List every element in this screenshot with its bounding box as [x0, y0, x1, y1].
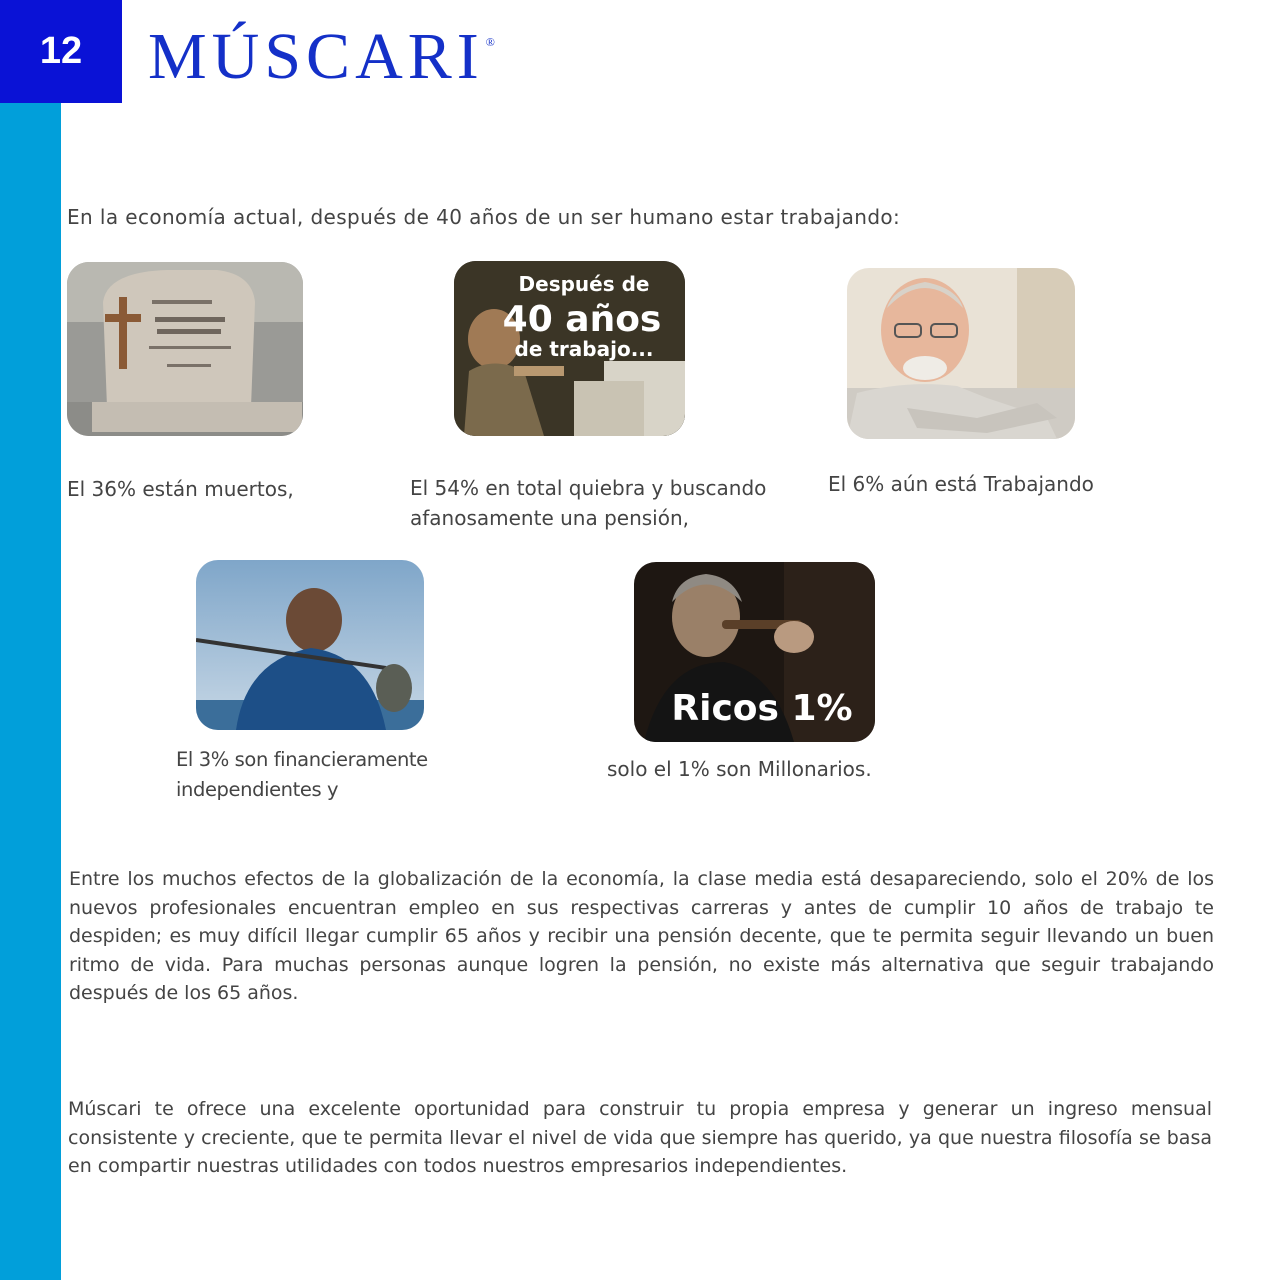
caption-3 [176, 745, 428, 805]
elderly-man-photo [847, 268, 1075, 439]
page-number: 12 [39, 30, 83, 72]
caption-1: solo el 1% son Millonarios. [607, 757, 872, 781]
ricos-overlay: Ricos 1% [671, 688, 853, 729]
old-man-working-photo [454, 261, 685, 436]
caption-54-line-2: afanosamente una pensión, [410, 506, 689, 530]
overlay-line-2: 40 años [502, 299, 662, 340]
side-accent-bar [0, 0, 61, 1280]
caption-3-line-2: independientes y [176, 778, 339, 801]
caption-54-line-1: El 54% en total quiebra y buscando [410, 476, 767, 500]
opportunity-paragraph: Múscari te ofrece una excelente oportunidad para construir tu propia empresa y generar un ingreso mensual consistente y creciente, que te permita llevar el nivel de vida que siempre has querido, ya que nuestra filosofía se basa en compartir nuestras utilidades con todos nuestros empresarios independientes. [68, 1098, 1212, 1177]
intro-text: En la economía actual, después de 40 años de un ser humano estar trabajando: [67, 205, 901, 229]
caption-54 [410, 473, 766, 533]
caption-36: El 36% están muertos, [67, 477, 294, 501]
gravestone-photo [67, 262, 303, 436]
globalization-paragraph: Entre los muchos efectos de la globalización de la economía, la clase media está desapareciendo, solo el 20% de los nuevos profesionales encuentran empleo en sus respectivas carreras y antes de cumplir 10 años de trabajo te despiden; es muy difícil llegar cumplir 65 años y recibir una pensión decente, que te permita seguir llevando un buen ritmo de vida. Para muchas personas aunque logren la pensión, no existe más alternativa que seguir trabajando después de los 65 años. [69, 868, 1214, 1004]
rich-man-photo [634, 562, 875, 742]
overlay-line-3: de trabajo... [514, 337, 654, 361]
golfer-photo [196, 560, 424, 730]
caption-6: El 6% aún está Trabajando [828, 472, 1094, 496]
logo-text: MÚSCARI [148, 20, 484, 93]
brand-logo [148, 20, 495, 93]
caption-3-line-1: El 3% son financieramente [176, 748, 428, 771]
page-number-badge [0, 0, 122, 103]
overlay-line-1: Después de [518, 272, 650, 296]
registered-mark: ® [485, 35, 495, 49]
